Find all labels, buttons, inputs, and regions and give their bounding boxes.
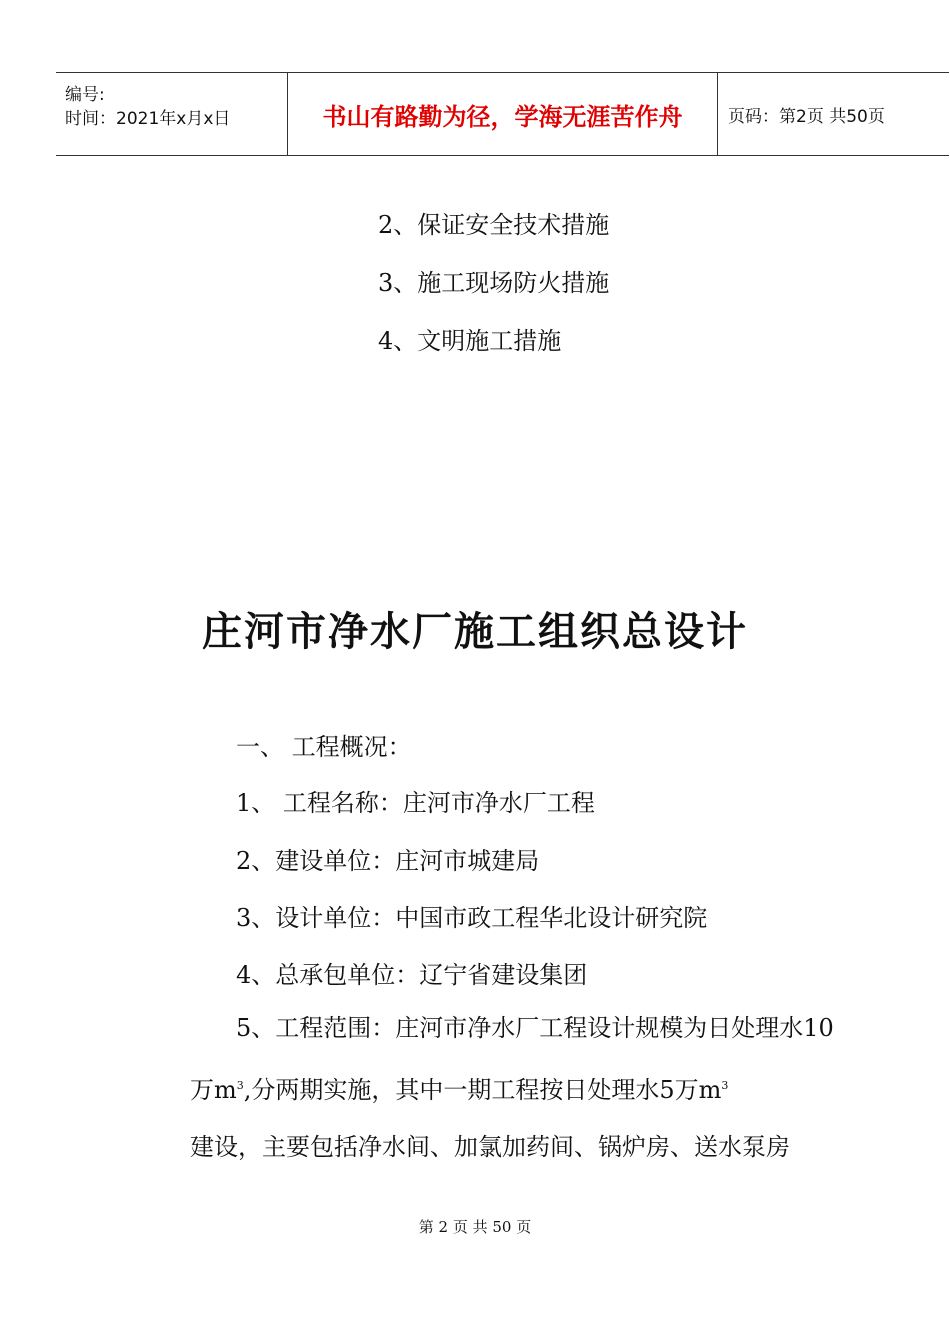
toc-item: 3、施工现场防火措施 xyxy=(378,269,610,297)
section-heading: 一、 工程概况： xyxy=(236,733,412,761)
header-table xyxy=(56,72,949,156)
scope-text: 5、工程范围：庄河市净水厂工程设计规模为日处理水10万m xyxy=(190,1014,834,1104)
page-footer: 第 2 页 共 50 页 xyxy=(418,1218,532,1236)
scope-text: 建设，主要包括净水间、加氯加药间、锅炉房、送水泵房 xyxy=(190,1133,790,1161)
header-motto: 书山有路勤为径，学海无涯苦作舟 xyxy=(288,73,718,155)
document-title: 庄河市净水厂施工组织总设计 xyxy=(202,608,748,655)
list-item: 3、设计单位：中国市政工程华北设计研究院 xyxy=(236,904,708,932)
list-item: 4、总承包单位：辽宁省建设集团 xyxy=(236,961,588,989)
time-label: 时间：2021年x月x日 xyxy=(65,109,231,129)
superscript: 3 xyxy=(236,1079,244,1092)
list-item: 1、 工程名称：庄河市净水厂工程 xyxy=(236,789,595,817)
list-item: 2、建设单位：庄河市城建局 xyxy=(236,847,540,875)
toc-item: 2、保证安全技术措施 xyxy=(378,211,610,239)
header-meta xyxy=(56,73,288,155)
header-page-info: 页码：第2页 共50页 xyxy=(728,106,885,127)
toc-item: 4、文明施工措施 xyxy=(378,327,562,355)
scope-paragraph xyxy=(190,1000,840,1176)
superscript: 3 xyxy=(721,1079,729,1092)
number-label: 编号: xyxy=(65,85,105,105)
scope-text: ,分两期实施，其中一期工程按日处理水5万m xyxy=(243,1076,722,1104)
